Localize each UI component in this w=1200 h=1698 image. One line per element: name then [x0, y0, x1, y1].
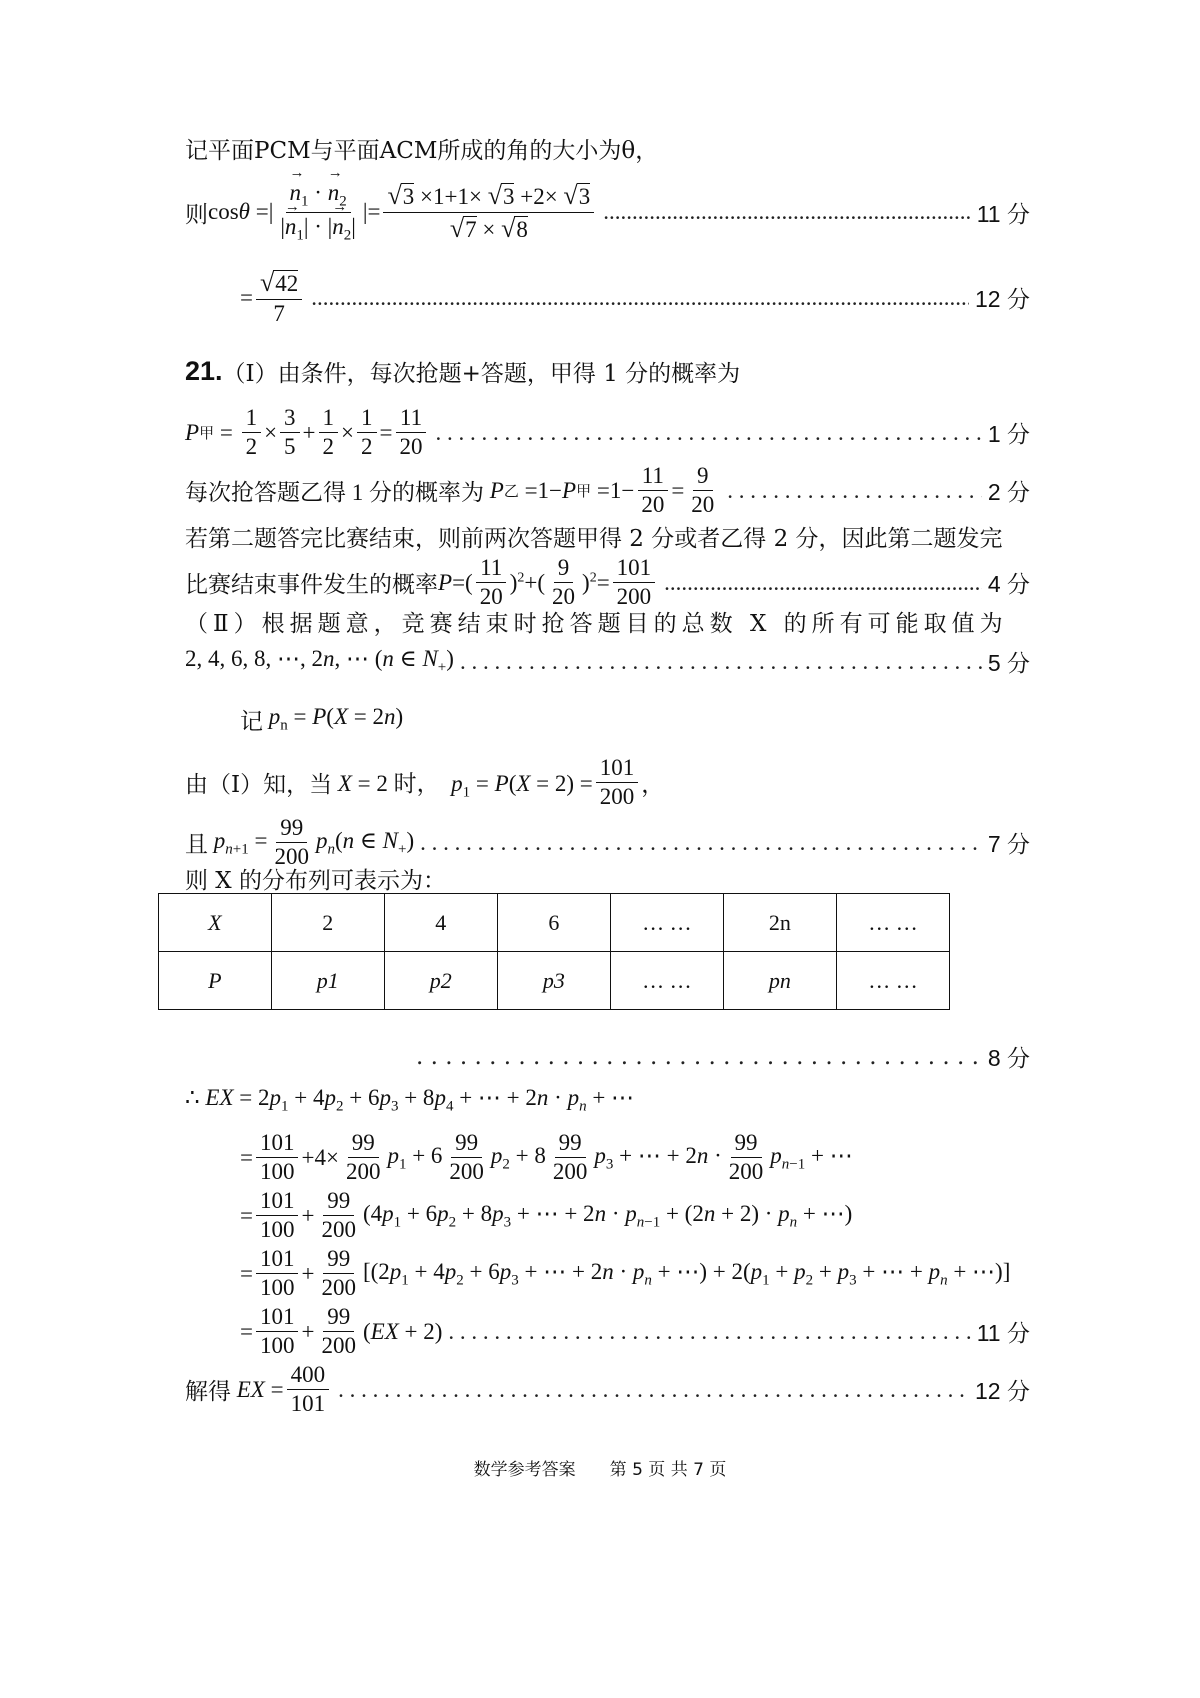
table-cell: … …	[610, 894, 723, 952]
p-jia-formula: P 甲 = $\frac{1}{2}$ × $\frac{3}{5}$ + $\frac{1}{2}$ × $\frac{1}{2}$ = $\frac{11}{20}$ . . . 1 分	[185, 405, 1030, 461]
table-cell: … …	[610, 952, 723, 1010]
cos-theta-formula: 则 cos θ =| → $\frac{n_1 \cdot \to n_2}{|\to n_1| \cdot |\to n_2|}$ |= $\frac{√3 \times 1+1\times √3 +2\times √3}{√7 \times √8}$ ..... 11 分	[185, 180, 1030, 245]
table-score-line	[410, 1040, 1030, 1073]
question-number: 21.	[185, 356, 223, 386]
score-12-top: 12 分	[975, 286, 1030, 313]
second-question-text: 若第二题答完比赛结束，则前两次答题甲得 2 分或者乙得 2 分，因此第二题发完	[185, 526, 1003, 552]
table-cell: X	[159, 894, 272, 952]
recurrence: 且 $p_{n+1}$ = $\frac{99}{200}$ $p_n(n$ ∈ $N_+$) . . . 7 分	[185, 815, 1030, 871]
from-part1-text: 由（Ⅰ）知，当	[185, 772, 333, 798]
table-cell: p2	[384, 952, 497, 1010]
q21-part2-intro	[185, 605, 1030, 638]
distribution-table	[158, 893, 950, 1010]
cos-theta-result: = $\frac{√42}{7}$ ..... 12 分	[240, 268, 1030, 327]
note-label: 记	[240, 709, 263, 734]
score-11: 11 分	[976, 1320, 1030, 1347]
score-12: 12 分	[975, 1378, 1030, 1405]
table-cell: p1	[271, 952, 384, 1010]
ex-step-1: = $\frac{101}{100}$ +4× $\frac{99}{200}$ $p_1 + 6$ $\frac{99}{200}$ $p_2 + 8$ $\frac{99}{200}$ $p_3$ + ⋯ + 2n · $\frac{99}{200}$ $p_{n-1}$ + ⋯	[240, 1130, 853, 1185]
table-row	[159, 894, 950, 952]
table-cell: … …	[836, 952, 949, 1010]
second-question-statement	[185, 520, 1030, 553]
score-7: 7 分	[987, 831, 1030, 858]
angle-statement	[185, 132, 1030, 165]
end-probability-formula: 比赛结束事件发生的概率 P =( $\frac{11}{20}$ )$^2$+( $\frac{9}{20}$ )$^2$= $\frac{101}{200}$ ..... 4 分	[185, 555, 1030, 611]
score-1: 1 分	[987, 421, 1030, 448]
x-values: 2, 4, 6, 8, ⋯, 2n, ⋯ (n ∈ $N_+$) . . . 5 分	[185, 645, 1030, 678]
table-cell: P	[159, 952, 272, 1010]
table-cell: 2	[271, 894, 384, 952]
score-2: 2 分	[987, 479, 1030, 506]
table-cell: … …	[836, 894, 949, 952]
table-cell: 6	[497, 894, 610, 952]
table-cell: p3	[497, 952, 610, 1010]
score-5: 5 分	[987, 650, 1030, 676]
distribution-intro-text: 则 X 的分布列可表示为：	[185, 868, 446, 894]
ex-step-2: = $\frac{101}{100}$ + $\frac{99}{200}$ ($4p_1 + 6p_2 + 8p_3$ + ⋯ + $2n \cdot p_{n-1} + (2n + 2) \cdot p_n$ + ⋯)	[240, 1188, 853, 1243]
part2-intro-text: （Ⅱ）根据题意，竞赛结束时抢答题目的总数 X 的所有可能取值为	[185, 611, 1008, 637]
page-footer: 数学参考答案 第 5 页 共 7 页	[473, 1460, 727, 1480]
table-cell: 2n	[723, 894, 836, 952]
table-cell: 4	[384, 894, 497, 952]
p-yi-formula: 每次抢答题乙得 1 分的概率为 P 乙 =1− P 甲 =1− $\frac{11}{20}$ = $\frac{9}{20}$ . . . 2 分	[185, 463, 1030, 519]
part1-intro-text: （Ⅰ）由条件，每次抢题+答题，甲得 1 分的概率为	[222, 361, 741, 387]
table-row	[159, 952, 950, 1010]
solve-label: 解得	[185, 1379, 231, 1405]
ex-definition: ∴ EX = $2p_1 + 4p_2 + 6p_3 + 8p_4$ + ⋯ + $2n \cdot p_n$ + ⋯	[185, 1085, 635, 1115]
score-4: 4 分	[987, 571, 1030, 598]
and-label: 且	[185, 832, 208, 858]
ex-step-4: = $\frac{101}{100}$ + $\frac{99}{200}$ (EX + 2) . . . 11 分	[240, 1304, 1030, 1360]
q21-part1-intro	[185, 355, 1030, 388]
ex-step-3: = $\frac{101}{100}$ + $\frac{99}{200}$ [($2p_1 + 4p_2 + 6p_3$ + ⋯ + $2n \cdot p_n$ + ⋯) + $2(p_1 + p_2 + p_3$ + ⋯ + $p_n$ + ⋯)]	[240, 1246, 1011, 1301]
score-8: 8 分	[987, 1045, 1030, 1071]
distribution-intro	[185, 862, 1030, 895]
pn-definition: 记 $p_n = P(X = 2n)$	[240, 704, 404, 734]
score-11-top: 11 分	[976, 200, 1030, 227]
then-label: 则	[185, 201, 208, 227]
ex-solution: 解得 EX = $\frac{400}{101}$ . . . 12 分	[185, 1362, 1030, 1418]
p-yi-text: 每次抢答题乙得 1 分的概率为	[185, 480, 484, 506]
angle-statement-text: 记平面PCM与平面ACM所成的角的大小为θ，	[185, 138, 659, 164]
p1-value: 由（Ⅰ）知，当 X = 2 时， $p_1 = P(X = 2)$ = $\frac{101}{200}$ ，	[185, 755, 665, 810]
end-probability-text: 比赛结束事件发生的概率	[185, 572, 438, 598]
table-cell: pn	[723, 952, 836, 1010]
